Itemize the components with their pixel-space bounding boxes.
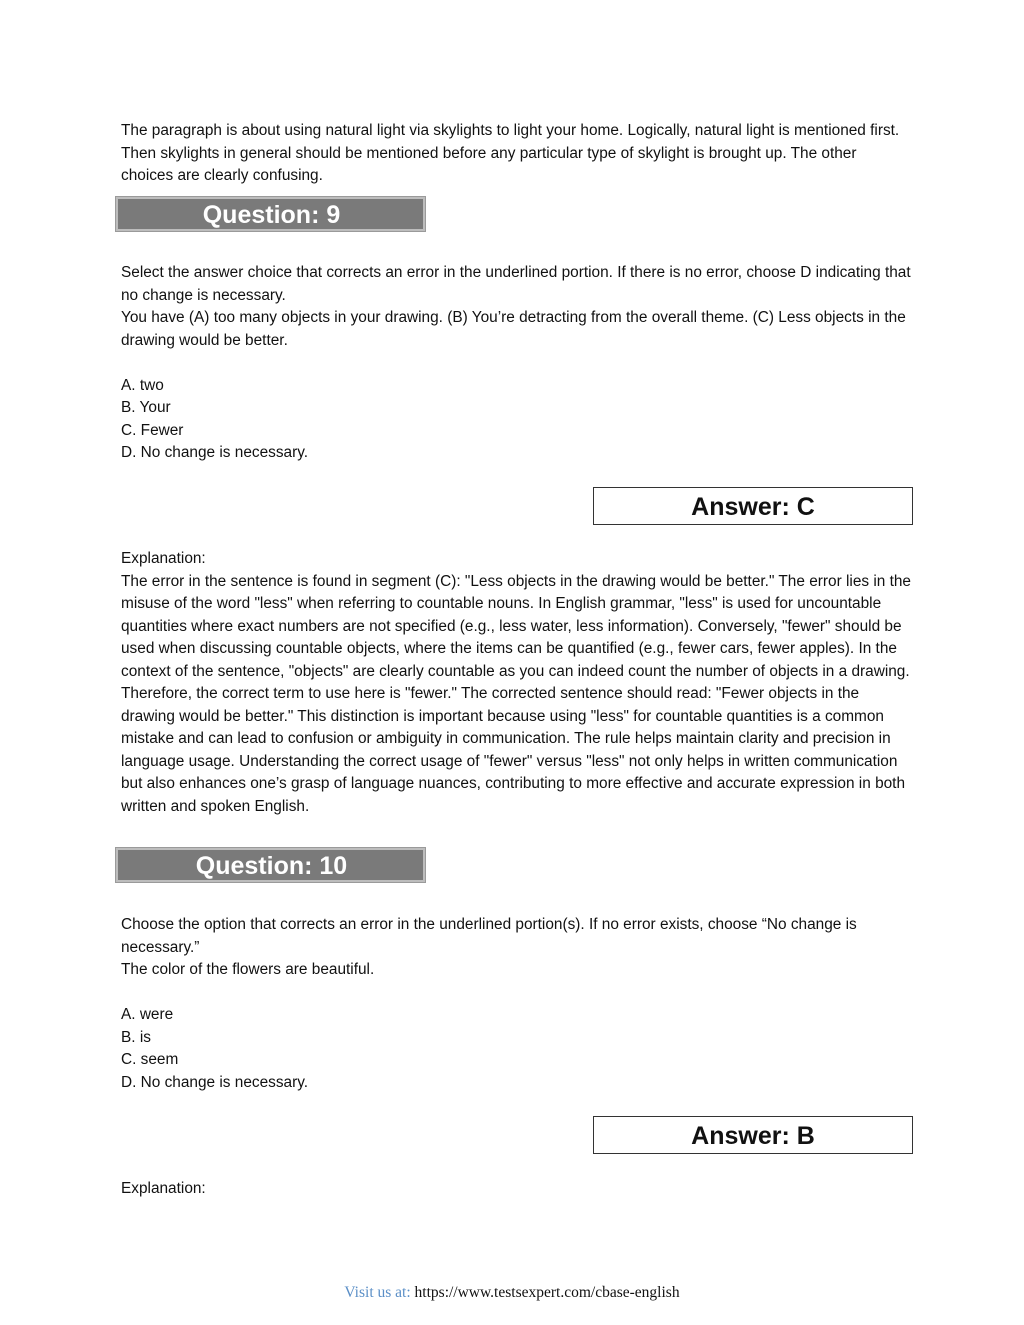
- question-10-prompt: Choose the option that corrects an error in the underlined portion(s). If no error exists, choose “No change is necessary.”: [121, 916, 857, 956]
- question-9-sentence: You have (A) too many objects in your drawing. (B) You’re detracting from the overall theme. (C) Less objects in the drawing would be better.: [121, 309, 906, 349]
- question-10-banner: [115, 847, 426, 883]
- question-10-answer-box: [593, 1116, 913, 1154]
- question-9-explanation: [121, 548, 911, 818]
- question-9-body: [121, 262, 911, 465]
- previous-explanation: [121, 120, 911, 188]
- question-9-banner: [115, 196, 426, 232]
- option-a: A. were: [121, 1006, 174, 1023]
- question-10-title: Question: 10: [195, 852, 348, 880]
- option-b: B. is: [121, 1028, 151, 1046]
- question-10-options: [121, 1004, 911, 1094]
- question-10-explanation: [121, 1178, 911, 1201]
- spacer: [121, 982, 911, 1005]
- previous-explanation-text: The paragraph is about using natural light via skylights to light your home. Logically, natural light is mentioned first. Then skylights in general should be mentioned before any particular type of skylight is brought up. The other choices are clearly confusing.: [121, 122, 900, 184]
- question-9-prompt: Select the answer choice that corrects an error in the underlined portion. If there is no error, choose D indicating that no change is necessary.: [121, 264, 911, 304]
- question-10-answer: Answer: B: [691, 1122, 815, 1150]
- option-c: C. seem: [121, 1051, 179, 1068]
- question-10-sentence: The color of the flowers are beautiful.: [121, 961, 375, 978]
- option-a: A. two: [121, 376, 164, 394]
- question-10-body: [121, 914, 911, 1094]
- option-b: B. Your: [121, 399, 171, 416]
- page-footer: [0, 1284, 1024, 1302]
- question-9-options: [121, 375, 911, 465]
- option-d: D. No change is necessary.: [121, 1073, 309, 1091]
- question-9-answer-box: [593, 487, 913, 525]
- question-9-answer: Answer: C: [691, 493, 815, 521]
- footer-url-link[interactable]: https://www.testsexpert.com/cbase-english: [414, 1284, 680, 1301]
- question-10-explanation-label: Explanation:: [121, 1180, 206, 1197]
- footer-label: Visit us at:: [344, 1284, 415, 1301]
- option-c: C. Fewer: [121, 421, 184, 439]
- spacer: [121, 352, 911, 375]
- question-9-title: Question: 9: [202, 201, 341, 229]
- option-d: D. No change is necessary.: [121, 444, 309, 461]
- question-9-explanation-label: Explanation:: [121, 550, 206, 567]
- question-9-explanation-text: The error in the sentence is found in segment (C): "Less objects in the drawing would be better." The error lies in the misuse of the word "less" when referring to countable nouns. In English grammar, "less" is used for uncountable quantities where exact numbers are not specified (e.g., less water, less information). Conversely, "fewer" should be used when discussing countable objects, where the items can be quantified (e.g., fewer cars, fewer apples). In the context of the sentence, "objects" are clearly countable as you can indeed count the number of objects in a drawing. Therefore, the correct term to use here is "fewer." The corrected sentence should read: "Fewer objects in the drawing would be better." This distinction is important because using "less" for countable quantities is a common mistake and can lead to confusion or ambiguity in communication. The rule helps maintain clarity and precision in language usage. Understanding the correct usage of "fewer" versus "less" not only helps in written communication but also enhances one’s grasp of language nuances, contributing to more effective and accurate expression in both written and spoken English.: [121, 572, 911, 815]
